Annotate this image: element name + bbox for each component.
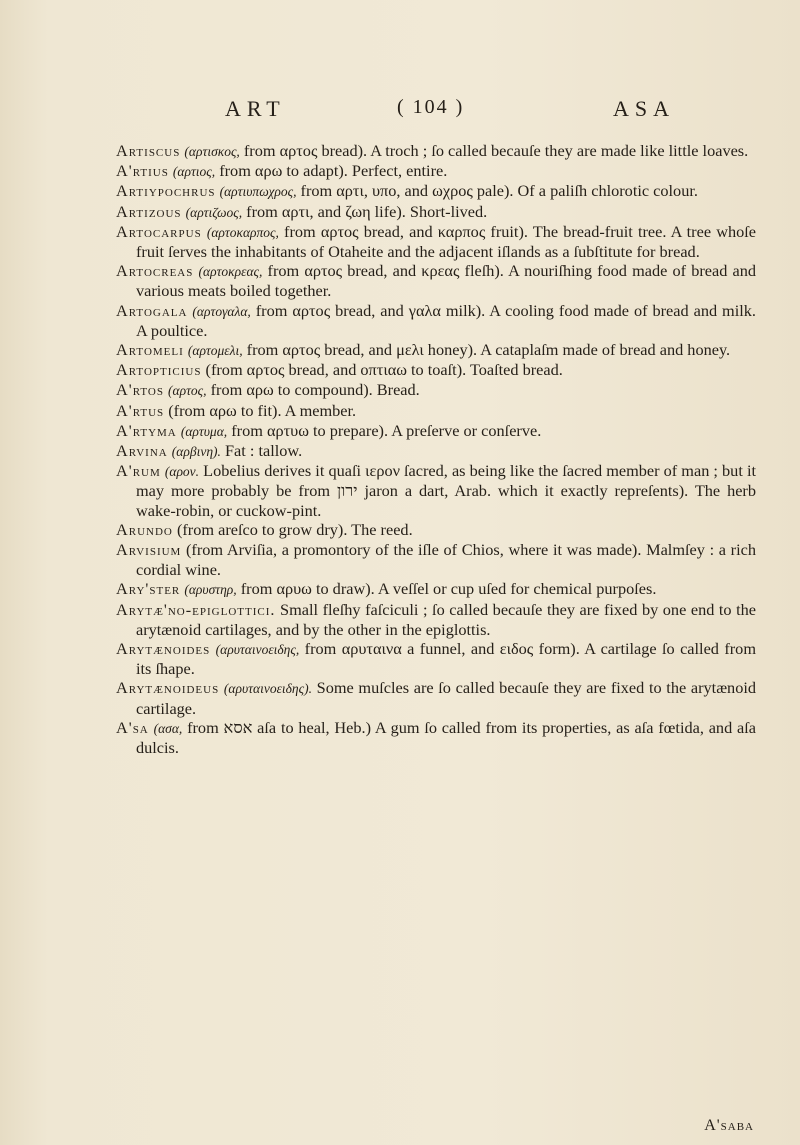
running-header [225,96,675,126]
entry-artyma: A'rtyma (αρτυμα, from αρτυω to prepare). A preſerve or conſerve. [116,420,542,440]
header-right: ASA [612,96,675,121]
entry-arvina: Arvina (αρβινη). Fat : tallow. [116,441,303,461]
entry-artiscus: Artiscus (αρτισκος, from αρτος bread). A troch ; ſo called becauſe they are made like little loaves. [116,141,749,160]
dictionary-entries [116,141,756,757]
entry-artizous: Artizous (αρτιζωος, from αρτι, and ζωη life). Short-lived. [116,201,488,221]
entry-asa: A'sa (ασα, from אסא aſa to heal, Heb.) A gum ſo called from its properties, as aſa fœtida, and aſa dulcis. [116,717,756,758]
entry-artogala: Artogala (αρτογαλα, from αρτος bread, and γαλα milk). A cooling food made of bread and milk. A poultice. [116,300,756,340]
catchword: A'saba [704,1117,754,1134]
entry-artius: A'rtius (αρτιος, from αρω to adapt). Perfect, entire. [116,161,448,181]
entry-artocreas: Artocreas (αρτοκρεας, from αρτος bread, and κρεας fleſh). A nouriſhing food made of bread and various meats boiled together. [116,261,756,301]
header-left: ART [225,96,286,121]
entry-arum: A'rum (αρον. Lobelius derives it quaſi ιερον ſacred, as being like the ſacred member of man ; but it may more probably be from ירון jaron a dart, Arab. which it exactly repreſents). The herb wake-robin, or cuckow-pint. [116,461,756,520]
entry-artiypochrus: Artiypochrus (αρτιυπωχρος, from αρτι, υπο, and ωχρος pale). Of a paliſh chlorotic colour. [116,181,698,201]
entry-arytenoides: Arytænoides (αρυταινοειδης, from αρυταινα a funnel, and ειδος form). A cartilage ſo called from its ſhape. [116,639,756,679]
entry-artus: A'rtus (from αρω to fit). A member. [116,400,357,420]
entry-arytenoideus: Arytænoideus (αρυταινοειδης). Some muſcles are ſo called becauſe they are fixed to the arytænoid cartilage. [116,678,756,718]
entry-aryteno-epiglottici: Arytæ'no-epiglottici. Small fleſhy faſciculi ; ſo called becauſe they are fixed by one end to the arytænoid cartilages, and by the other in the epiglottis. [116,599,757,639]
page-number: ( 104 ) [397,96,465,118]
entry-artopticius: Artopticius (from αρτος bread, and οπτιαω to toaſt). Toaſted bread. [116,360,563,380]
entry-artos: A'rtos (αρτος, from αρω to compound). Bread. [116,380,420,400]
entry-aryster: Ary'ster (αρυστηρ, from αρυω to draw). A veſſel or cup uſed for chemical purpoſes. [116,579,657,599]
entry-arundo: Arundo (from areſco to grow dry). The reed. [116,519,413,539]
entry-artomeli: Artomeli (αρτομελι, from αρτος bread, and μελι honey). A cataplaſm made of bread and honey. [116,340,731,360]
entry-artocarpus: Artocarpus (αρτοκαρπος, from αρτος bread, and καρπος fruit). The bread-fruit tree. A tree whoſe fruit ſerves the inhabitants of Otaheite and the adjacent iſlands as a ſubſtitute for bread. [116,221,756,262]
entry-arvisium: Arvisium (from Arviſia, a promontory of the iſle of Chios, where it was made). Malmſey : a rich cordial wine. [116,540,756,580]
